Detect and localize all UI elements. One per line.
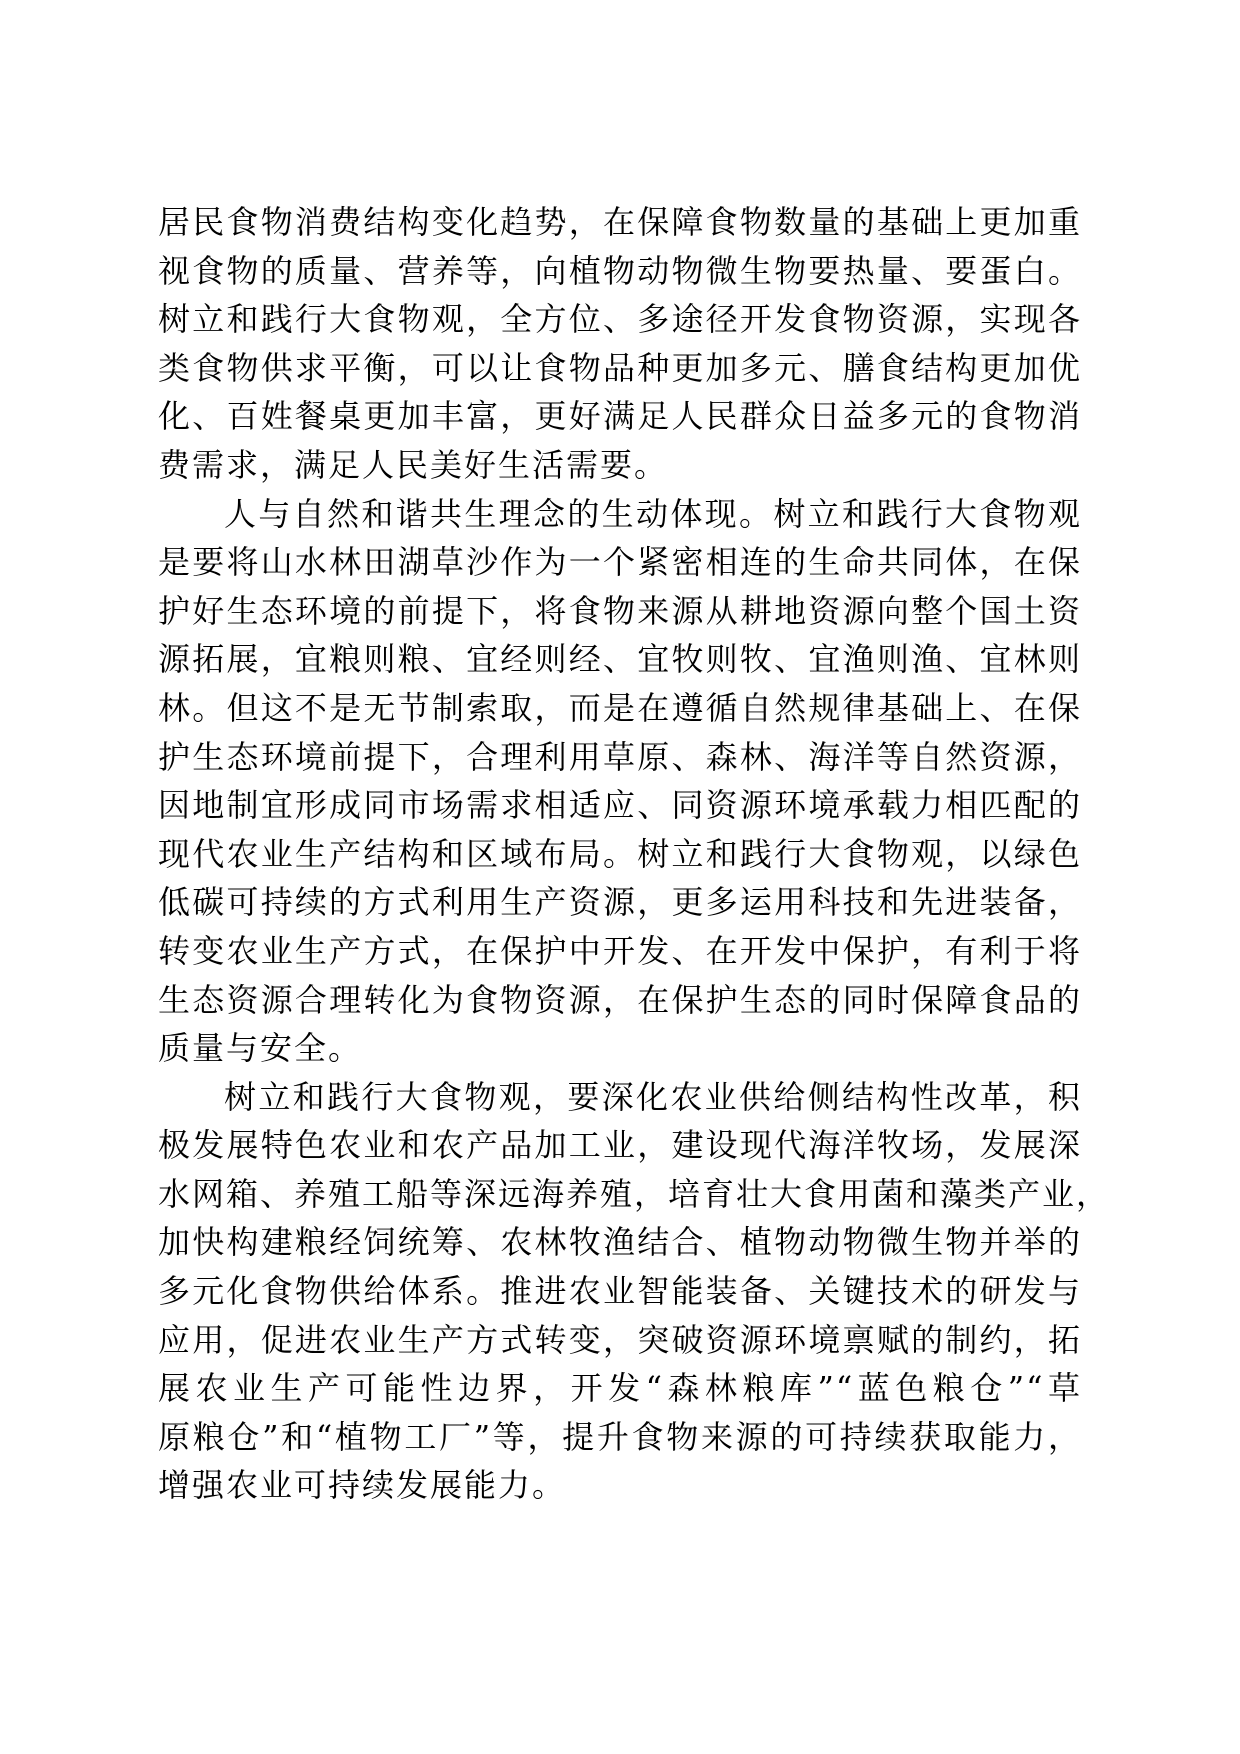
text-line: 树立和践行大食物观，要深化农业供给侧结构性改革，积 bbox=[224, 1077, 1082, 1116]
text-line: 多元化食物供给体系。推进农业智能装备、关键技术的研发与 bbox=[158, 1272, 1082, 1311]
text-line: 费需求，满足人民美好生活需要。 bbox=[158, 445, 669, 484]
text-line: 林。但这不是无节制索取，而是在遵循自然规律基础上、在保 bbox=[158, 688, 1082, 727]
document-body bbox=[158, 198, 1111, 1510]
text-line: 类食物供求平衡，可以让食物品种更加多元、膳食结构更加优 bbox=[158, 348, 1082, 387]
text-line: 源拓展，宜粮则粮、宜经则经、宜牧则牧、宜渔则渔、宜林则 bbox=[158, 640, 1082, 679]
text-line: 质量与安全。 bbox=[158, 1029, 363, 1068]
paragraph-3 bbox=[158, 1073, 1111, 1510]
text-line: 化、百姓餐桌更加丰富，更好满足人民群众日益多元的食物消 bbox=[158, 397, 1082, 436]
paragraph-2 bbox=[158, 490, 1082, 1073]
text-line: 因地制宜形成同市场需求相适应、同资源环境承载力相匹配的 bbox=[158, 786, 1082, 825]
text-line: 增强农业可持续发展能力。 bbox=[158, 1466, 567, 1505]
text-line: 极发展特色农业和农产品加工业，建设现代海洋牧场，发展深 bbox=[158, 1126, 1082, 1165]
text-line: 人与自然和谐共生理念的生动体现。树立和践行大食物观 bbox=[224, 494, 1082, 533]
text-line: 护生态环境前提下，合理利用草原、森林、海洋等自然资源， bbox=[158, 737, 1082, 776]
text-line: 低碳可持续的方式利用生产资源，更多运用科技和先进装备， bbox=[158, 883, 1082, 922]
text-line: 转变农业生产方式，在保护中开发、在开发中保护，有利于将 bbox=[158, 931, 1082, 970]
text-line: 现代农业生产结构和区域布局。树立和践行大食物观，以绿色 bbox=[158, 834, 1082, 873]
text-line: 护好生态环境的前提下，将食物来源从耕地资源向整个国土资 bbox=[158, 591, 1082, 630]
text-line: 原粮仓”和“植物工厂”等，提升食物来源的可持续获取能力， bbox=[158, 1417, 1082, 1456]
text-line: 居民食物消费结构变化趋势，在保障食物数量的基础上更加重 bbox=[158, 203, 1082, 241]
text-line: 展农业生产可能性边界，开发“森林粮库”“蓝色粮仓”“草 bbox=[158, 1369, 1082, 1408]
text-line: 视食物的质量、营养等，向植物动物微生物要热量、要蛋白。 bbox=[158, 251, 1082, 290]
text-line: 生态资源合理转化为食物资源，在保护生态的同时保障食品的 bbox=[158, 980, 1082, 1019]
text-line: 水网箱、养殖工船等深远海养殖，培育壮大食用菌和藻类产业， bbox=[158, 1174, 1111, 1213]
paragraph-1 bbox=[158, 198, 1082, 490]
text-line: 树立和践行大食物观，全方位、多途径开发食物资源，实现各 bbox=[158, 300, 1082, 339]
text-line: 加快构建粮经饲统筹、农林牧渔结合、植物动物微生物并举的 bbox=[158, 1223, 1082, 1262]
text-line: 应用，促进农业生产方式转变，突破资源环境禀赋的制约，拓 bbox=[158, 1320, 1082, 1359]
text-line: 是要将山水林田湖草沙作为一个紧密相连的生命共同体，在保 bbox=[158, 543, 1082, 582]
